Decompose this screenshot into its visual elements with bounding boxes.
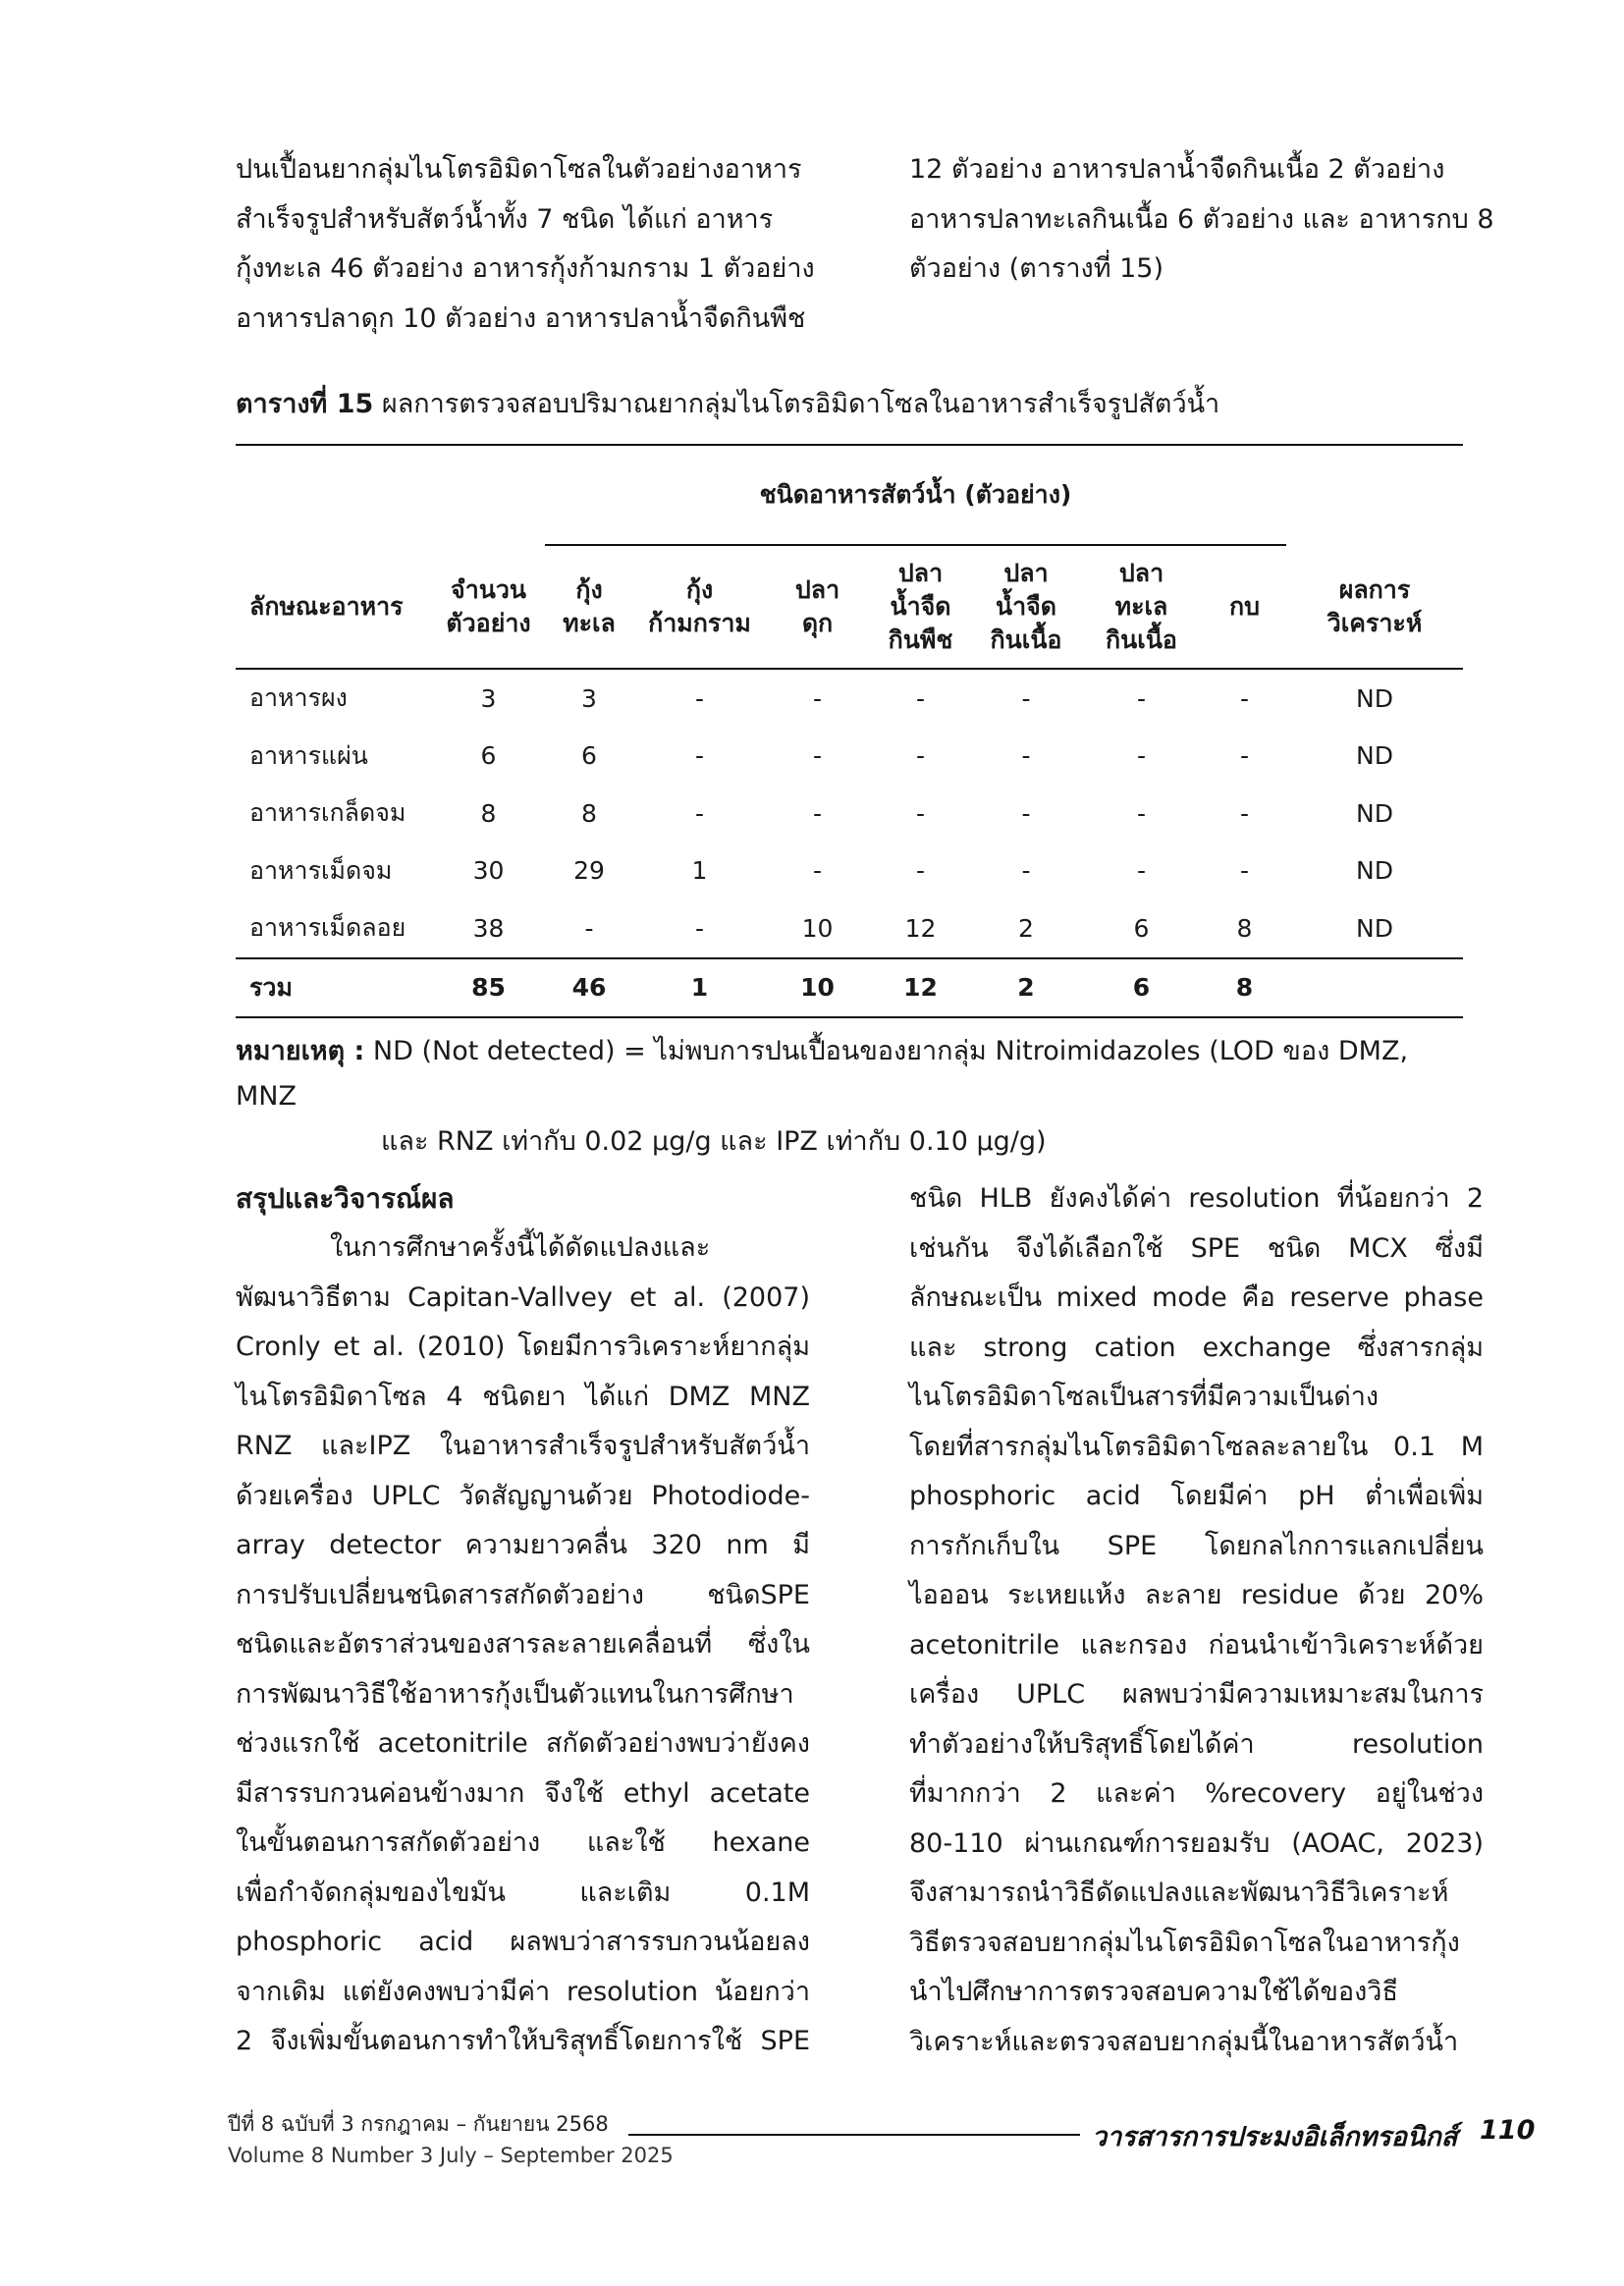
cell-catfish: 10: [801, 913, 834, 943]
col-header-fw-carn: [972, 545, 1080, 669]
text-line: Cronly et al. (2010) โดยมีการวิเคราะห์ยากลุ่ม: [236, 1332, 810, 1362]
cell-prawn: -: [694, 913, 705, 943]
col-header-count: [432, 545, 545, 669]
text-line: โดยที่สารกลุ่มไนโตรอิมิดาโซลละลายใน 0.1 M: [909, 1431, 1484, 1462]
header-line: ปลา: [1003, 559, 1049, 587]
cell-catfish: -: [812, 798, 823, 828]
col-header-result: [1286, 545, 1463, 669]
cell-sea-carn: -: [1136, 798, 1147, 828]
cell-count: 30: [472, 856, 505, 886]
text-line: ในการศึกษาครั้งนี้ได้ดัดแปลงและ: [330, 1232, 711, 1263]
table-caption-text: ผลการตรวจสอบปริมาณยากลุ่มไนโตรอิมิดาโซลในอาหารสำเร็จรูปสัตว์น้ำ: [373, 389, 1220, 419]
cell-fw-herb: -: [915, 683, 926, 713]
header-line: กินพืช: [888, 626, 953, 654]
cell-fw-herb: 12: [904, 913, 937, 943]
col-header-frog: [1203, 545, 1286, 669]
cell-feature: อาหารเม็ดจม: [249, 855, 393, 885]
cell-fw-carn: 2: [1018, 913, 1034, 943]
col-header-catfish: [766, 545, 869, 669]
cell-count: 85: [432, 958, 545, 1017]
cell-fw-herb: -: [915, 798, 926, 828]
table-row: [236, 785, 1463, 843]
header-line: น้ำจืด: [995, 592, 1056, 621]
text-line: การกักเก็บใน SPE โดยกลไกการแลกเปลี่ยน: [909, 1530, 1484, 1561]
table-row: [236, 728, 1463, 786]
cell-shrimp: 6: [581, 741, 597, 771]
cell-fw-herb: 12: [869, 958, 972, 1017]
text-line: อาหารปลาทะเลกินเนื้อ 6 ตัวอย่าง และ อาหารกบ 8: [909, 203, 1494, 235]
note-label: หมายเหตุ :: [236, 1036, 365, 1066]
text-line: พัฒนาวิธีตาม Capitan-Vallvey et al. (2007): [236, 1281, 810, 1313]
text-line: phosphoric acid โดยมีค่า pH ต่ำเพื่อเพิ่ม: [909, 1481, 1484, 1511]
footer-rule: [628, 2134, 1080, 2136]
cell-catfish: 10: [766, 958, 869, 1017]
text-line: วิธีตรวจสอบยากลุ่มไนโตรอิมิดาโซลในอาหารกุ้ง: [909, 1927, 1460, 1958]
header-line: จำนวน: [451, 574, 526, 604]
text-line: การพัฒนาวิธีใช้อาหารกุ้งเป็นตัวแทนในการศึกษา: [236, 1678, 794, 1710]
header-line: ทะเล: [563, 609, 616, 637]
results-table-wrapper: [236, 444, 1463, 1018]
cell-catfish: -: [812, 741, 823, 771]
text-line: มีสารรบกวนค่อนข้างมาก จึงใช้ ethyl acetate: [236, 1777, 810, 1809]
note-line-1: ND (Not detected) = ไม่พบการปนเปื้อนของยากลุ่ม Nitroimidazoles (LOD ของ DMZ, MNZ: [236, 1036, 1409, 1112]
cell-prawn: 1: [633, 958, 766, 1017]
group-header: ชนิดอาหารสัตว์น้ำ (ตัวอย่าง): [545, 445, 1286, 545]
cell-sea-carn: -: [1136, 683, 1147, 713]
cell-result: ND: [1356, 856, 1393, 886]
cell-feature: รวม: [236, 958, 432, 1017]
text-line: จึงสามารถนำวิธีดัดแปลงและพัฒนาวิธีวิเคราะห์: [909, 1878, 1449, 1908]
text-line: เพื่อกำจัดกลุ่มของไขมัน และเติม 0.1M: [236, 1877, 810, 1908]
header-line: น้ำจืด: [890, 592, 951, 621]
header-line: ทะเล: [1114, 592, 1168, 621]
cell-catfish: -: [812, 683, 823, 713]
text-line: array detector ความยาวคลื่น 320 nm มี: [236, 1530, 810, 1560]
header-line: ดุก: [801, 609, 834, 637]
text-line: 12 ตัวอย่าง อาหารปลาน้ำจืดกินเนื้อ 2 ตัวอย่าง: [909, 154, 1445, 185]
text-line: กุ้งทะเล 46 ตัวอย่าง อาหารกุ้งก้ามกราม 1 ตัวอย่าง: [236, 253, 815, 284]
text-line: phosphoric acid ผลพบว่าสารรบกวนน้อยลง: [236, 1927, 810, 1957]
text-line: ชนิด HLB ยังคงได้ค่า resolution ที่น้อยกว่า 2: [909, 1183, 1484, 1214]
header-spacer: [432, 445, 545, 545]
text-line: ปนเปื้อนยากลุ่มไนโตรอิมิดาโซลในตัวอย่างอาหาร: [236, 154, 802, 185]
text-line: ชนิดและอัตราส่วนของสารละลายเคลื่อนที่ ซึ่งใน: [236, 1629, 810, 1660]
table-caption-label: ตารางที่ 15: [236, 389, 374, 419]
cell-fw-carn: -: [1021, 683, 1031, 713]
cell-frog: -: [1239, 683, 1250, 713]
cell-catfish: -: [812, 856, 823, 886]
header-line: กบ: [1228, 592, 1260, 621]
text-line: ไนโตรอิมิดาโซลเป็นสารที่มีความเป็นด่าง: [909, 1382, 1380, 1412]
cell-frog: 8: [1236, 913, 1253, 943]
text-line: วิเคราะห์และตรวจสอบยากลุ่มนี้ในอาหารสัตว์น้ำ: [909, 2026, 1459, 2057]
cell-shrimp: -: [584, 913, 594, 943]
cell-feature: อาหารผง: [249, 683, 348, 713]
cell-fw-carn: 2: [972, 958, 1080, 1017]
table-row: [236, 843, 1463, 900]
intro-left-column: [236, 145, 815, 344]
cell-frog: 8: [1203, 958, 1286, 1017]
text-line: ช่วงแรกใช้ acetonitrile สกัดตัวอย่างพบว่ายังคง: [236, 1728, 810, 1759]
cell-feature: อาหารเม็ดลอย: [249, 913, 406, 943]
cell-prawn: 1: [691, 856, 708, 886]
col-header-prawn: [633, 545, 766, 669]
text-line: ลักษณะเป็น mixed mode คือ reserve phase: [909, 1282, 1484, 1313]
text-line: ไนโตรอิมิดาโซล 4 ชนิดยา ได้แก่ DMZ MNZ: [236, 1381, 810, 1412]
cell-sea-carn: 6: [1133, 913, 1150, 943]
col-header-feature: [236, 545, 432, 669]
header-line: ปลา: [1118, 559, 1164, 587]
col-header-feature-text: ลักษณะอาหาร: [249, 591, 404, 621]
cell-shrimp: 46: [545, 958, 633, 1017]
text-line: 2 จึงเพิ่มขั้นตอนการทำให้บริสุทธิ์โดยการใช้ SPE: [236, 2026, 810, 2056]
note-line-2: และ RNZ เท่ากับ 0.02 µg/g และ IPZ เท่ากับ 0.10 µg/g): [381, 1126, 1047, 1157]
text-line: 80-110 ผ่านเกณฑ์การยอมรับ (AOAC, 2023): [909, 1827, 1484, 1859]
table-note: [236, 1029, 1473, 1165]
conclusion-right-column: [909, 1174, 1484, 2067]
footer-issue-th: ปีที่ 8 ฉบับที่ 3 กรกฎาคม – กันยายน 2568: [228, 2112, 609, 2136]
cell-feature: อาหารเกล็ดจม: [249, 798, 406, 828]
cell-fw-carn: -: [1021, 798, 1031, 828]
header-spacer: [236, 445, 432, 545]
cell-fw-carn: -: [1021, 741, 1031, 771]
conclusion-left-column: [236, 1174, 810, 2067]
page-number: 110: [1480, 2115, 1536, 2146]
col-header-shrimp: [545, 545, 633, 669]
text-line: RNZ และIPZ ในอาหารสำเร็จรูปสำหรับสัตว์น้ำ: [236, 1431, 810, 1461]
cell-fw-herb: -: [915, 856, 926, 886]
text-line: การปรับเปลี่ยนชนิดสารสกัดตัวอย่าง ชนิดSPE: [236, 1579, 810, 1610]
header-line: กินเนื้อ: [990, 626, 1062, 654]
cell-result: [1286, 958, 1463, 1017]
cell-shrimp: 3: [581, 683, 597, 713]
text-line: ด้วยเครื่อง UPLC วัดสัญญานด้วย Photodiode-: [236, 1480, 810, 1511]
header-line: กินเนื้อ: [1106, 626, 1177, 654]
cell-shrimp: 29: [573, 856, 605, 886]
header-line: กุ้ง: [575, 575, 603, 604]
text-line: อาหารปลาดุก 10 ตัวอย่าง อาหารปลาน้ำจืดกินพืช: [236, 302, 806, 334]
text-line: ตัวอย่าง (ตารางที่ 15): [909, 253, 1164, 284]
header-line: ผลการ: [1338, 574, 1411, 604]
text-line: ที่มากกว่า 2 และค่า %recovery อยู่ในช่วง: [909, 1778, 1484, 1809]
footer-issue-en: Volume 8 Number 3 July – September 2025: [228, 2144, 674, 2167]
cell-count: 3: [480, 683, 497, 713]
header-spacer: [1286, 445, 1463, 545]
header-line: ปลา: [897, 559, 944, 587]
cell-sea-carn: -: [1136, 856, 1147, 886]
cell-prawn: -: [694, 798, 705, 828]
text-line: และ strong cation exchange ซึ่งสารกลุ่ม: [909, 1332, 1484, 1363]
text-line: สำเร็จรูปสำหรับสัตว์น้ำทั้ง 7 ชนิด ได้แก่ อาหาร: [236, 203, 774, 235]
table-row: [236, 669, 1463, 728]
cell-count: 38: [472, 913, 505, 943]
cell-frog: -: [1239, 798, 1250, 828]
header-line: ปลา: [794, 575, 840, 604]
header-line: วิเคราะห์: [1326, 608, 1423, 637]
text-line: ไอออน ระเหยแห้ง ละลาย residue ด้วย 20%: [909, 1580, 1484, 1610]
cell-prawn: -: [694, 683, 705, 713]
cell-fw-herb: -: [915, 741, 926, 771]
results-table: [236, 444, 1463, 1018]
cell-count: 6: [480, 741, 497, 771]
table-caption: [236, 385, 1463, 424]
footer-journal-name: วารสารการประมงอิเล็กทรอนิกส์: [1092, 2122, 1458, 2152]
header-line: ก้ามกราม: [648, 609, 751, 637]
text-line: เช่นกัน จึงได้เลือกใช้ SPE ชนิด MCX ซึ่งมี: [909, 1232, 1484, 1264]
cell-shrimp: 8: [581, 798, 597, 828]
col-header-fw-herb: [869, 545, 972, 669]
col-header-sea-carn: [1080, 545, 1203, 669]
text-line: เครื่อง UPLC ผลพบว่ามีความเหมาะสมในการ: [909, 1679, 1484, 1710]
cell-fw-carn: -: [1021, 856, 1031, 886]
cell-prawn: -: [694, 741, 705, 771]
cell-sea-carn: -: [1136, 741, 1147, 771]
cell-sea-carn: 6: [1080, 958, 1203, 1017]
header-line: กุ้ง: [685, 575, 714, 604]
cell-feature: อาหารแผ่น: [249, 740, 368, 770]
text-line: ในขั้นตอนการสกัดตัวอย่าง และใช้ hexane: [236, 1827, 810, 1858]
section-heading: สรุปและวิจารณ์ผล: [236, 1182, 455, 1215]
cell-count: 8: [480, 798, 497, 828]
text-line: acetonitrile และกรอง ก่อนนำเข้าวิเคราะห์ด้วย: [909, 1629, 1484, 1660]
header-line: ตัวอย่าง: [446, 608, 531, 637]
cell-result: ND: [1356, 798, 1393, 828]
text-line: จากเดิม แต่ยังคงพบว่ามีค่า resolution น้อยกว่า: [236, 1976, 810, 2007]
cell-result: ND: [1356, 683, 1393, 713]
cell-result: ND: [1356, 913, 1393, 943]
intro-right-column: [909, 145, 1494, 295]
cell-result: ND: [1356, 741, 1393, 771]
cell-frog: -: [1239, 856, 1250, 886]
table-row: [236, 899, 1463, 958]
text-line: นำไปศึกษาการตรวจสอบความใช้ได้ของวิธี: [909, 1977, 1398, 2007]
text-line: ทำตัวอย่างให้บริสุทธิ์โดยได้ค่า resolution: [909, 1728, 1484, 1760]
cell-frog: -: [1239, 741, 1250, 771]
table-total-row: [236, 958, 1463, 1017]
